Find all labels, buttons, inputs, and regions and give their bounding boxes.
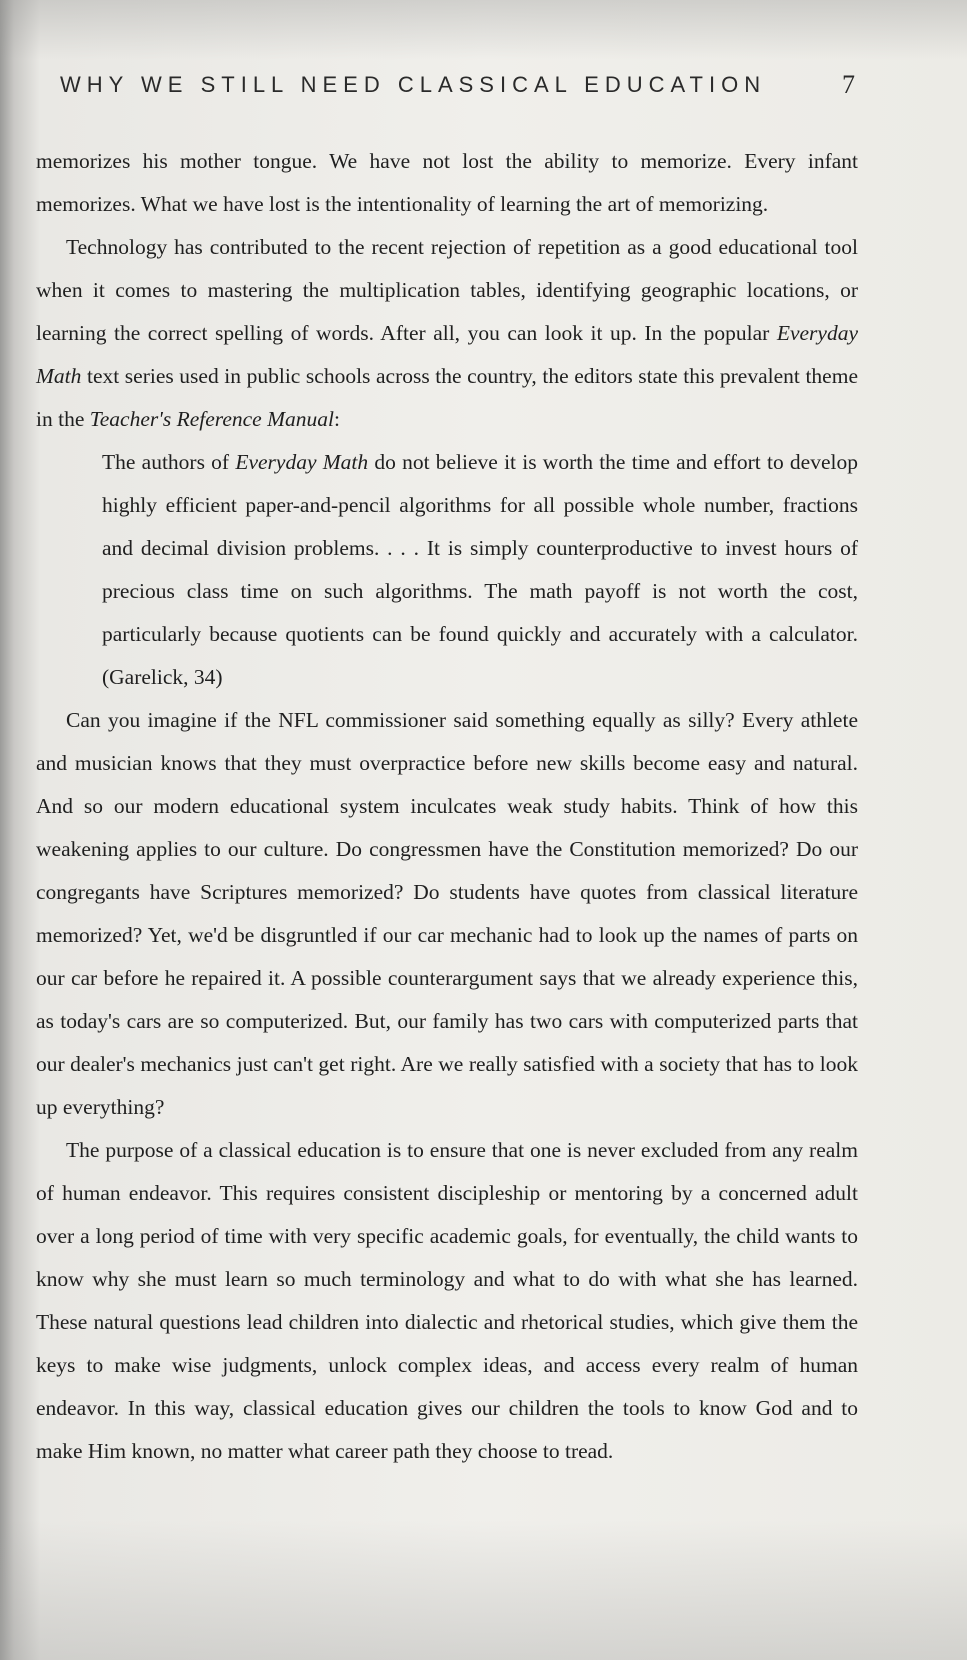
text-segment: Can you imagine if the NFL commissioner said something equally as silly? Every athlete and musician knows that they must overpractice before new skills become easy and natural. And so our modern educational system inculcates weak study habits. Think of how this weakening applies to our culture. Do congressmen have the Constitution memorized? Do our congregants have Scriptures memorized? Do students have quotes from classical literature memorized? Yet, we'd be disgruntled if our car mechanic had to look up the names of parts on our car before he repaired it. A possible counterargument says that we already experience this, as today's cars are so computerized. But, our family has two cars with computerized parts that our dealer's mechanics just can't get right. Are we really satisfied with a society that has to look up everything? bbox=[36, 708, 858, 1119]
block-quote bbox=[102, 441, 858, 699]
book-title-italic: Everyday Math bbox=[235, 450, 369, 474]
page-shadow-top bbox=[0, 0, 967, 60]
book-title-italic: Everyday Math bbox=[36, 321, 858, 388]
paragraph-purpose bbox=[36, 1129, 858, 1473]
text-segment: text series used in public schools across the country, the editors state this prevalent theme in the bbox=[36, 364, 858, 431]
page-number: 7 bbox=[842, 70, 855, 99]
paragraph-continuation bbox=[36, 140, 858, 226]
text-segment: : bbox=[333, 407, 340, 431]
text-segment: memorizes his mother tongue. We have not lost the ability to memorize. Every infant memorizes. What we have lost is the intentionality of learning the art of memorizing. bbox=[36, 149, 858, 216]
paragraph-technology bbox=[36, 226, 858, 441]
manual-title-italic: Teacher's Reference Manual bbox=[89, 407, 334, 431]
page-shadow-bottom bbox=[0, 1520, 967, 1660]
text-segment: The purpose of a classical education is to ensure that one is never excluded from any realm of human endeavor. This requires consistent discipleship or mentoring by a concerned adult over a long period of time with very specific academic goals, for eventually, the child wants to know why she must learn so much terminology and what to do with what she has learned. These natural questions lead children into dialectic and rhetorical studies, which give them the keys to make wise judgments, unlock complex ideas, and access every realm of human endeavor. In this way, classical education gives our children the tools to know God and to make Him known, no matter what career path they choose to tread. bbox=[36, 1138, 858, 1463]
body-text bbox=[36, 140, 858, 1473]
text-segment: Technology has contributed to the recent rejection of repetition as a good educational tool when it comes to mastering the multiplication tables, identifying geographic locations, or learning the correct spelling of words. After all, you can look it up. In the popular bbox=[36, 235, 858, 345]
paragraph-nfl bbox=[36, 699, 858, 1129]
text-segment: do not believe it is worth the time and effort to develop highly efficient paper-and-pencil algorithms for all possible whole number, fractions and decimal division problems. . . . It is simply counterproductive to invest hours of precious class time on such algorithms. The math payoff is not worth the cost, particularly because quotients can be found quickly and accurately with a calculator. (Garelick, 34) bbox=[102, 450, 858, 689]
running-head: WHY WE STILL NEED CLASSICAL EDUCATION bbox=[60, 72, 767, 97]
text-segment: The authors of bbox=[102, 450, 236, 474]
